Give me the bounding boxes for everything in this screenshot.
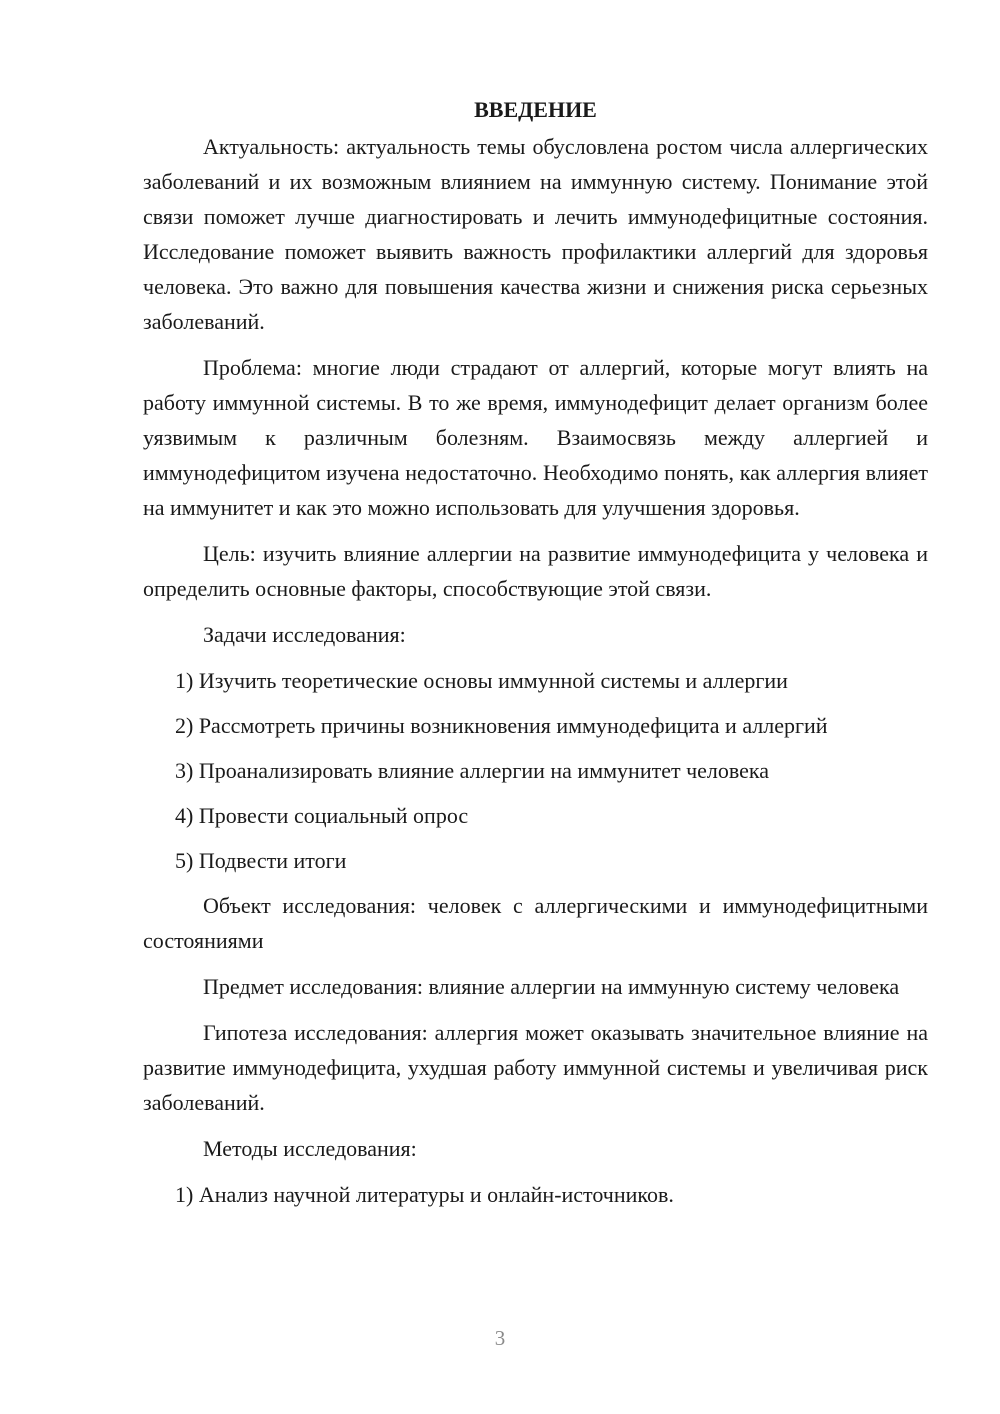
list-item: 3) Проанализировать влияние аллергии на иммунитет человека [175,758,770,783]
list-item: 1) Изучить теоретические основы иммунной системы и аллергии [175,668,788,693]
tasks-heading: Задачи исследования: [203,622,406,647]
list-item: 2) Рассмотреть причины возникновения иммунодефицита и аллергий [175,713,828,738]
page-content [143,92,928,1222]
list-item: 1) Анализ научной литературы и онлайн-источников. [175,1182,674,1207]
list-item: 4) Провести социальный опрос [175,803,469,828]
goal-paragraph: Цель: изучить влияние аллергии на развитие иммунодефицита у человека и определить основные факторы, способствующие этой связи. [143,541,928,601]
relevance-paragraph: Актуальность: актуальность темы обусловлена ростом числа аллергических заболеваний и их возможным влиянием на иммунную систему. Понимание этой связи поможет лучше диагностировать и лечить иммунодефицитные состояния. Исследование поможет выявить важность профилактики аллергий для здоровья человека. Это важно для повышения качества жизни и снижения риска серьезных заболеваний. [143,134,928,334]
hypothesis-paragraph: Гипотеза исследования: аллергия может оказывать значительное влияние на развитие иммунодефицита, ухудшая работу иммунной системы и увеличивая риск заболеваний. [143,1020,928,1115]
tasks-list [143,663,928,878]
methods-list [143,1177,928,1212]
object-paragraph: Объект исследования: человек с аллергическими и иммунодефицитными состояниями [143,893,928,953]
methods-heading: Методы исследования: [203,1136,417,1161]
page-number: 3 [494,1326,506,1350]
problem-paragraph: Проблема: многие люди страдают от аллергий, которые могут влиять на работу иммунной системы. В то же время, иммунодефицит делает организм более уязвимым к различным болезням. Взаимосвязь между аллергией и иммунодефицитом изучена недостаточно. Необходимо понять, как аллергия влияет на иммунитет и как это можно использовать для улучшения здоровья. [143,355,928,520]
section-title: ВВЕДЕНИЕ [474,97,597,122]
list-item: 5) Подвести итоги [175,848,347,873]
subject-paragraph: Предмет исследования: влияние аллергии на иммунную систему человека [203,974,900,999]
